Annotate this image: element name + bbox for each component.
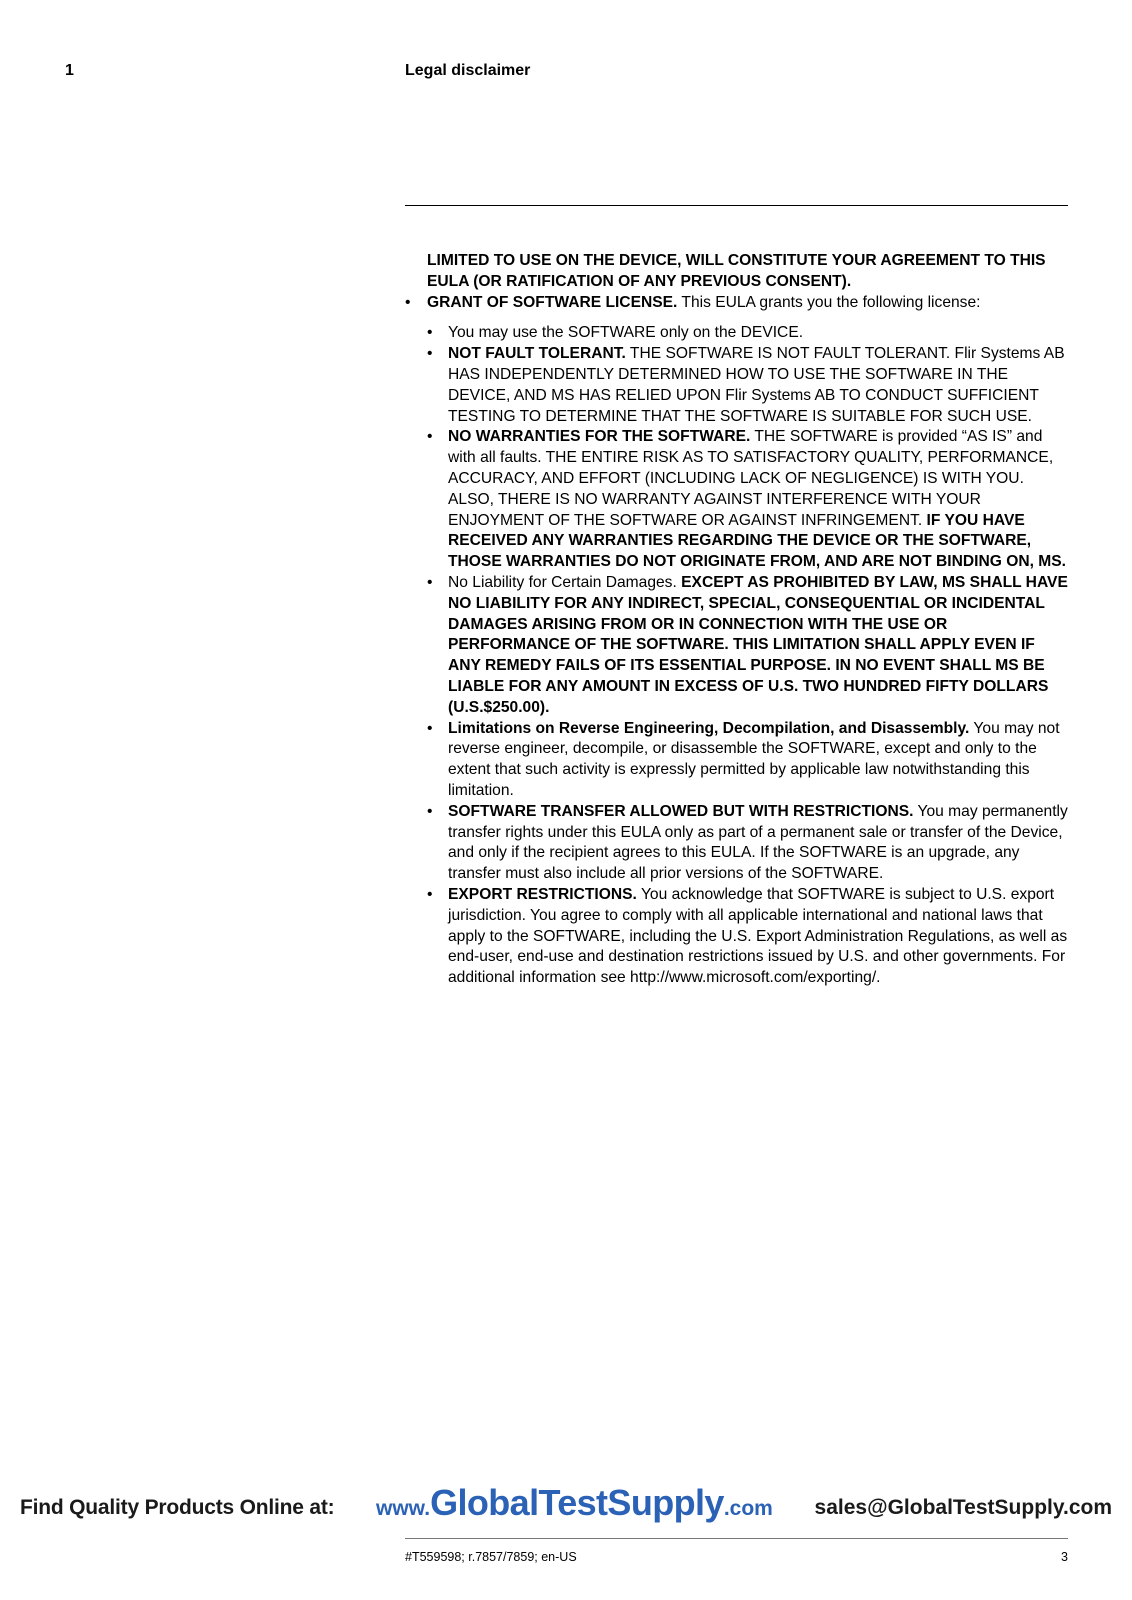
eula-content [405,251,1070,989]
footer-banner [0,1482,1132,1524]
item-text: You may use the SOFTWARE only on the DEVICE. [448,324,804,342]
license-terms-list [427,323,1070,989]
sales-email-link[interactable]: sales@GlobalTestSupply.com [814,1496,1112,1519]
item-text: You may permanently transfer rights under this EULA only as part of a permanent sale or transfer of the Device, and only if the recipient agrees to this EULA. If the SOFTWARE is an upgrade, any transfer must also include all prior versions of the SOFTWARE. [448,802,1068,883]
website-brand: GlobalTestSupply [430,1482,724,1523]
document-id: #T559598; r.7857/7859; en-US [405,1550,577,1564]
chapter-number: 1 [65,62,74,79]
item-text: You may not reverse engineer, decompile, or disassemble the SOFTWARE, except and only to the extent that such activity is expressly permitted by applicable law notwithstanding this limitation. [448,719,1060,799]
list-item [427,802,1070,885]
grant-license-item [405,293,1070,989]
website-suffix: .com [723,1497,773,1520]
list-item [427,573,1070,719]
item-bold-tail: IF YOU HAVE RECEIVED ANY WARRANTIES REGARDING THE DEVICE OR THE SOFTWARE, THOSE WARRANTIES DO NOT ORIGINATE FROM, AND ARE NOT BINDING ON, MS. [448,511,1066,571]
list-item [427,323,1070,344]
page-number: 3 [1061,1550,1068,1564]
find-products-text: Find Quality Products Online at: [20,1496,335,1519]
item-lead: NOT FAULT TOLERANT. [448,345,626,363]
item-lead: Limitations on Reverse Engineering, Decompilation, and Disassembly. [448,719,970,737]
item-bold-text: EXCEPT AS PROHIBITED BY LAW, MS SHALL HAVE NO LIABILITY FOR ANY INDIRECT, SPECIAL, CONSEQUENTIAL OR INCIDENTAL DAMAGES ARISING FROM OR IN CONNECTION WITH THE USE OR PERFORMANCE OF THE SOFTWARE. THIS LIMITATION SHALL APPLY EVEN IF ANY REMEDY FAILS OF ITS ESSENTIAL PURPOSE. IN NO EVENT SHALL MS BE LIABLE FOR ANY AMOUNT IN EXCESS OF U.S. TWO HUNDRED FIFTY DOLLARS (U.S.$250.00). [448,573,1068,716]
item-text: THE SOFTWARE is provided “AS IS” and with all faults. THE ENTIRE RISK AS TO SATISFACTORY QUALITY, PERFORMANCE, ACCURACY, AND EFFORT (INCLUDING LACK OF NEGLIGENCE) IS WITH YOU. ALSO, THERE IS NO WARRANTY AGAINST INTERFERENCE WITH YOUR ENJOYMENT OF THE SOFTWARE OR AGAINST INFRINGEMENT. [448,428,1054,529]
chapter-title: Legal disclaimer [405,62,531,79]
item-lead: SOFTWARE TRANSFER ALLOWED BUT WITH RESTRICTIONS. [448,802,914,820]
list-item [427,885,1070,989]
list-item [427,719,1070,802]
website-prefix: www. [376,1497,431,1520]
footer-divider [405,1538,1068,1539]
list-item [427,344,1070,427]
grant-lead: GRANT OF SOFTWARE LICENSE. [427,293,678,311]
eula-section-list [405,293,1070,989]
item-plain-lead: No Liability for Certain Damages. [448,573,682,591]
grant-text: This EULA grants you the following license: [677,293,981,311]
website-link[interactable] [376,1482,773,1524]
item-lead: EXPORT RESTRICTIONS. [448,885,637,903]
continued-paragraph: LIMITED TO USE ON THE DEVICE, WILL CONSTITUTE YOUR AGREEMENT TO THIS EULA (OR RATIFICATION OF ANY PREVIOUS CONSENT). [427,252,1046,290]
item-lead: NO WARRANTIES FOR THE SOFTWARE. [448,428,751,446]
item-text: THE SOFTWARE IS NOT FAULT TOLERANT. Flir Systems AB HAS INDEPENDENTLY DETERMINED HOW TO USE THE SOFTWARE IN THE DEVICE, AND MS HAS RELIED UPON Flir Systems AB TO CONDUCT SUFFICIENT TESTING TO DETERMINE THAT THE SOFTWARE IS SUITABLE FOR SUCH USE. [448,345,1065,425]
list-item [427,427,1070,573]
header-divider [405,205,1068,206]
item-text: You acknowledge that SOFTWARE is subject to U.S. export jurisdiction. You agree to comply with all applicable international and national laws that apply to the SOFTWARE, including the U.S. Export Administration Regulations, as well as end-user, end-use and destination restrictions issued by U.S. and other governments. For additional information see http://www.microsoft.com/exporting/. [448,885,1068,987]
